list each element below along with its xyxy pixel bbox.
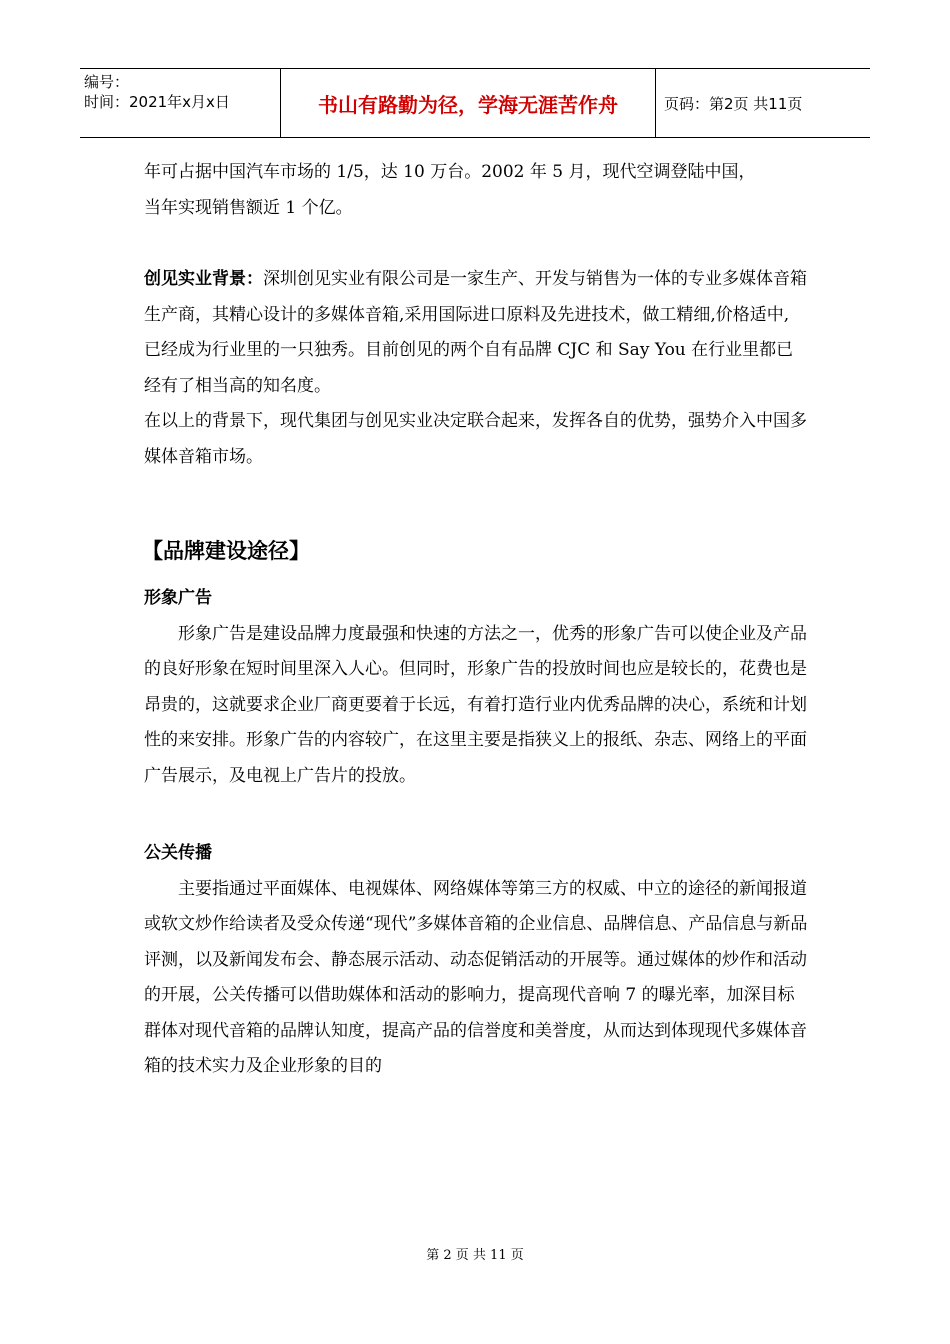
intro-line-2: 当年实现销售额近 1 个亿。	[144, 197, 353, 218]
header-motto: 书山有路勤为径，学海无涯苦作舟	[281, 69, 656, 137]
section-title: 【品牌建设途径】	[142, 539, 310, 563]
header-meta	[80, 69, 281, 137]
background-paragraph	[144, 262, 810, 404]
background-label: 创见实业背景：	[144, 269, 263, 289]
document-body	[144, 155, 810, 1085]
background-text: 深圳创见实业有限公司是一家生产、开发与销售为一体的专业多媒体音箱生产商，其精心设计的多媒体音箱,采用国际进口原料及先进技术，做工精细,价格适中, 已经成为行业里的一只独秀。目前创见的两个自有品牌 CJC 和 Say You 在行业里都已经有了相当高的知名度。	[144, 269, 807, 396]
number-label: 编号：	[84, 73, 130, 91]
time-label: 时间：2021年x月x日	[84, 93, 230, 111]
conclusion-paragraph: 在以上的背景下，现代集团与创见实业决定联合起来，发挥各自的优势，强势介入中国多媒体音箱市场。	[144, 411, 807, 467]
subsection-title-pr: 公关传播	[144, 843, 212, 863]
subsection-title-image-ad: 形象广告	[144, 588, 212, 608]
pr-paragraph: 主要指通过平面媒体、电视媒体、网络媒体等第三方的权威、中立的途径的新闻报道或软文炒作给读者及受众传递“现代”多媒体音箱的企业信息、品牌信息、产品信息与新品评测，以及新闻发布会、静态展示活动、动态促销活动的开展等。通过媒体的炒作和活动的开展，公关传播可以借助媒体和活动的影响力，提高现代音响 7 的曝光率，加深目标群体对现代音箱的品牌认知度，提高产品的信誉度和美誉度，从而达到体现现代多媒体音箱的技术实力及企业形象的目的	[144, 878, 808, 1076]
header-table	[80, 68, 870, 138]
image-ad-paragraph: 形象广告是建设品牌力度最强和快速的方法之一，优秀的形象广告可以使企业及产品的良好形象在短时间里深入人心。但同时，形象广告的投放时间也应是较长的，花费也是昂贵的，这就要求企业厂商更要着于长远，有着打造行业内优秀品牌的决心，系统和计划性的来安排。形象广告的内容较广，在这里主要是指狭义上的报纸、杂志、网络上的平面广告展示，及电视上广告片的投放。	[144, 623, 807, 786]
page-footer: 第 2 页 共 11 页	[426, 1248, 524, 1263]
intro-line-1: 年可占据中国汽车市场的 1/5，达 10 万台。2002 年 5 月，现代空调登陆中国，	[144, 162, 756, 182]
header-page-info: 页码：第2页 共11页	[664, 94, 803, 113]
